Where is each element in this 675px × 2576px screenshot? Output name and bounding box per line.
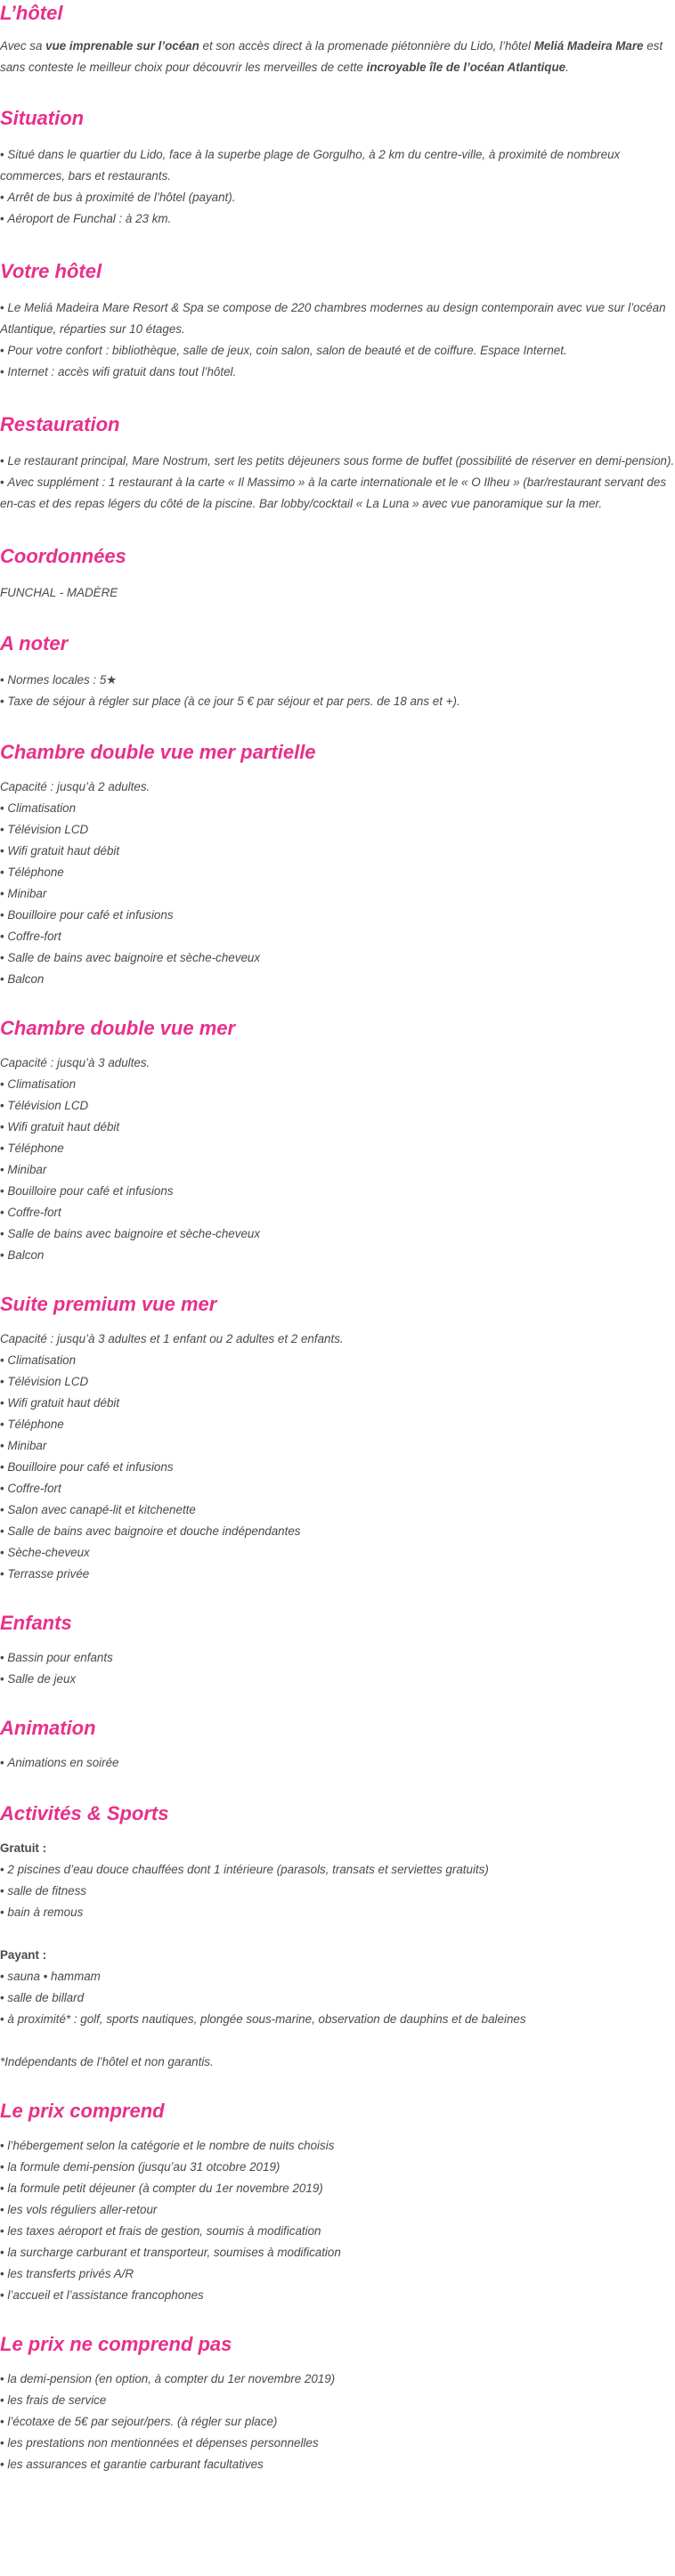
section-enfants	[0, 1610, 675, 1690]
list-item: • bain à remous	[0, 1902, 675, 1923]
list-item: • les vols réguliers aller-retour	[0, 2199, 675, 2221]
section-title-activites: Activités & Sports	[0, 1802, 169, 1824]
section-animation	[0, 1715, 675, 1774]
section-title-restauration: Restauration	[0, 413, 120, 435]
activites-payant-list	[0, 1966, 675, 2030]
list-item: • la formule demi-pension (jusqu’au 31 otcobre 2019)	[0, 2157, 675, 2178]
section-activites	[0, 1800, 675, 2073]
list-item: • Bouilloire pour café et infusions	[0, 1181, 675, 1202]
list-item: • Wifi gratuit haut débit	[0, 1393, 675, 1414]
list-item: • 2 piscines d’eau douce chauffées dont 1 intérieure (parasols, transats et serviettes gratuits)	[0, 1859, 675, 1881]
list-item: • Salle de jeux	[0, 1669, 675, 1690]
list-item: • Le Meliá Madeira Mare Resort & Spa se compose de 220 chambres modernes au design contemporain avec vue sur l’océan Atlantique, réparties sur 10 étages.	[0, 297, 675, 340]
list-item: • Terrasse privée	[0, 1564, 675, 1585]
section-situation	[0, 105, 675, 230]
list-item: • Arrêt de bus à proximité de l’hôtel (payant).	[0, 187, 675, 208]
list-item: • salle de fitness	[0, 1881, 675, 1902]
list-item: • Animations en soirée	[0, 1752, 675, 1774]
section-chambre-partielle	[0, 739, 675, 990]
list-item: • l’accueil et l’assistance francophones	[0, 2285, 675, 2306]
list-item: • Salon avec canapé-lit et kitchenette	[0, 1499, 675, 1521]
section-title-hotel: L’hôtel	[0, 2, 63, 24]
list-item: • Salle de bains avec baignoire et sèche-cheveux	[0, 947, 675, 969]
list-item: • Le restaurant principal, Mare Nostrum, sert les petits déjeuners sous forme de buffet (possibilité de réserver en demi-pension).	[0, 451, 675, 472]
list-item: • Normes locales : 5★	[0, 670, 675, 691]
list-item: • l’hébergement selon la catégorie et le nombre de nuits choisis	[0, 2135, 675, 2157]
activites-gratuit-list	[0, 1859, 675, 1923]
list-item: • Téléphone	[0, 1414, 675, 1435]
list-item: • les taxes aéroport et frais de gestion, soumis à modification	[0, 2221, 675, 2242]
intro-text: Avec sa	[0, 39, 46, 53]
section-title-prix-comprend: Le prix comprend	[0, 2100, 165, 2122]
list-item: • Wifi gratuit haut débit	[0, 841, 675, 862]
list-item: • Aéroport de Funchal : à 23 km.	[0, 208, 675, 230]
a-noter-list	[0, 670, 675, 712]
list-item: • la demi-pension (en option, à compter du 1er novembre 2019)	[0, 2369, 675, 2390]
intro-text: et son accès direct à la promenade piétonnière du Lido, l’hôtel	[199, 39, 534, 53]
intro-highlight: vue imprenable sur l’océan	[45, 39, 199, 53]
suite-capacity: Capacité : jusqu’à 3 adultes et 1 enfant ou 2 adultes et 2 enfants.	[0, 1332, 344, 1345]
section-title-prix-ne-comprend: Le prix ne comprend pas	[0, 2333, 232, 2355]
list-item: • Minibar	[0, 883, 675, 905]
list-item: • Balcon	[0, 1245, 675, 1266]
section-title-a-noter: A noter	[0, 632, 69, 654]
coordonnees-text: FUNCHAL - MADÈRE	[0, 586, 118, 599]
list-item: • Climatisation	[0, 1350, 675, 1371]
section-chambre-mer	[0, 1015, 675, 1266]
hotel-intro	[0, 36, 675, 78]
list-item: • Pour votre confort : bibliothèque, salle de jeux, coin salon, salon de beauté et de coiffure. Espace Internet.	[0, 340, 675, 362]
list-item: • Coffre-fort	[0, 926, 675, 947]
list-item: • Wifi gratuit haut débit	[0, 1117, 675, 1138]
list-item: • Télévision LCD	[0, 1371, 675, 1393]
intro-highlight: incroyable île de l’océan Atlantique	[366, 61, 566, 74]
restauration-list	[0, 451, 675, 515]
list-item: • Climatisation	[0, 798, 675, 819]
chambre-partielle-list	[0, 798, 675, 990]
prix-comprend-list	[0, 2135, 675, 2306]
list-item: • la surcharge carburant et transporteur, soumises à modification	[0, 2242, 675, 2263]
section-title-enfants: Enfants	[0, 1612, 72, 1634]
list-item: • sauna • hammam	[0, 1966, 675, 1987]
section-prix-comprend	[0, 2098, 675, 2306]
activites-gratuit-label: Gratuit :	[0, 1841, 47, 1855]
list-item: • Internet : accès wifi gratuit dans tout l’hôtel.	[0, 362, 675, 383]
list-item: • à proximité* : golf, sports nautiques, plongée sous-marine, observation de dauphins et de baleines	[0, 2009, 675, 2030]
situation-list	[0, 144, 675, 230]
list-item: • Téléphone	[0, 862, 675, 883]
list-item: • Sèche-cheveux	[0, 1542, 675, 1564]
list-item: • Bouilloire pour café et infusions	[0, 905, 675, 926]
activites-payant-label: Payant :	[0, 1948, 47, 1962]
animation-list	[0, 1752, 675, 1774]
section-hotel	[0, 0, 675, 78]
intro-text: est sans conteste le meilleur choix pour découvrir les merveilles de cette	[0, 39, 663, 74]
list-item: • Bassin pour enfants	[0, 1647, 675, 1669]
section-coordonnees	[0, 543, 675, 604]
list-item: • la formule petit déjeuner (à compter du 1er novembre 2019)	[0, 2178, 675, 2199]
list-item: • les transferts privés A/R	[0, 2263, 675, 2285]
chambre-mer-list	[0, 1074, 675, 1266]
enfants-list	[0, 1647, 675, 1690]
list-item: • les prestations non mentionnées et dépenses personnelles	[0, 2433, 675, 2454]
list-item: • Balcon	[0, 969, 675, 990]
section-suite	[0, 1291, 675, 1585]
section-title-animation: Animation	[0, 1717, 96, 1739]
section-votre-hotel	[0, 258, 675, 383]
chambre-partielle-capacity: Capacité : jusqu’à 2 adultes.	[0, 780, 150, 793]
list-item: • Avec supplément : 1 restaurant à la carte « Il Massimo » à la carte internationale et le « O Ilheu » (bar/restaurant servant des en-cas et des repas légers du côté de la piscine. Bar lobby/cocktail « La Luna » avec vue panoramique sur la mer.	[0, 472, 675, 515]
section-a-noter	[0, 630, 675, 712]
votre-hotel-list	[0, 297, 675, 383]
list-item: • Minibar	[0, 1159, 675, 1181]
intro-text: .	[565, 61, 569, 74]
list-item: • l’écotaxe de 5€ par sejour/pers. (à régler sur place)	[0, 2411, 675, 2433]
list-item: • Situé dans le quartier du Lido, face à la superbe plage de Gorgulho, à 2 km du centre-ville, à proximité de nombreux commerces, bars et restaurants.	[0, 144, 675, 187]
list-item: • Taxe de séjour à régler sur place (à ce jour 5 € par séjour et par pers. de 18 ans et +).	[0, 691, 675, 712]
intro-highlight: Meliá Madeira Mare	[533, 39, 644, 53]
section-title-votre-hotel: Votre hôtel	[0, 260, 102, 282]
section-title-chambre-partielle: Chambre double vue mer partielle	[0, 741, 316, 763]
list-item: • Bouilloire pour café et infusions	[0, 1457, 675, 1478]
list-item: • Télévision LCD	[0, 1095, 675, 1117]
section-prix-ne-comprend	[0, 2331, 675, 2475]
section-title-situation: Situation	[0, 107, 85, 129]
section-title-coordonnees: Coordonnées	[0, 545, 126, 567]
list-item: • Salle de bains avec baignoire et sèche-cheveux	[0, 1223, 675, 1245]
list-item: • Coffre-fort	[0, 1202, 675, 1223]
section-title-chambre-mer: Chambre double vue mer	[0, 1017, 236, 1039]
list-item: • Coffre-fort	[0, 1478, 675, 1499]
prix-ne-comprend-list	[0, 2369, 675, 2475]
list-item: • Salle de bains avec baignoire et douche indépendantes	[0, 1521, 675, 1542]
list-item: • les assurances et garantie carburant facultatives	[0, 2454, 675, 2475]
list-item: • Climatisation	[0, 1074, 675, 1095]
section-restauration	[0, 411, 675, 515]
section-title-suite: Suite premium vue mer	[0, 1293, 217, 1315]
list-item: • Télévision LCD	[0, 819, 675, 841]
list-item: • les frais de service	[0, 2390, 675, 2411]
activites-note: *Indépendants de l’hôtel et non garantis.	[0, 2055, 214, 2068]
list-item: • Minibar	[0, 1435, 675, 1457]
list-item: • Téléphone	[0, 1138, 675, 1159]
chambre-mer-capacity: Capacité : jusqu’à 3 adultes.	[0, 1056, 150, 1069]
list-item: • salle de billard	[0, 1987, 675, 2009]
suite-list	[0, 1350, 675, 1585]
